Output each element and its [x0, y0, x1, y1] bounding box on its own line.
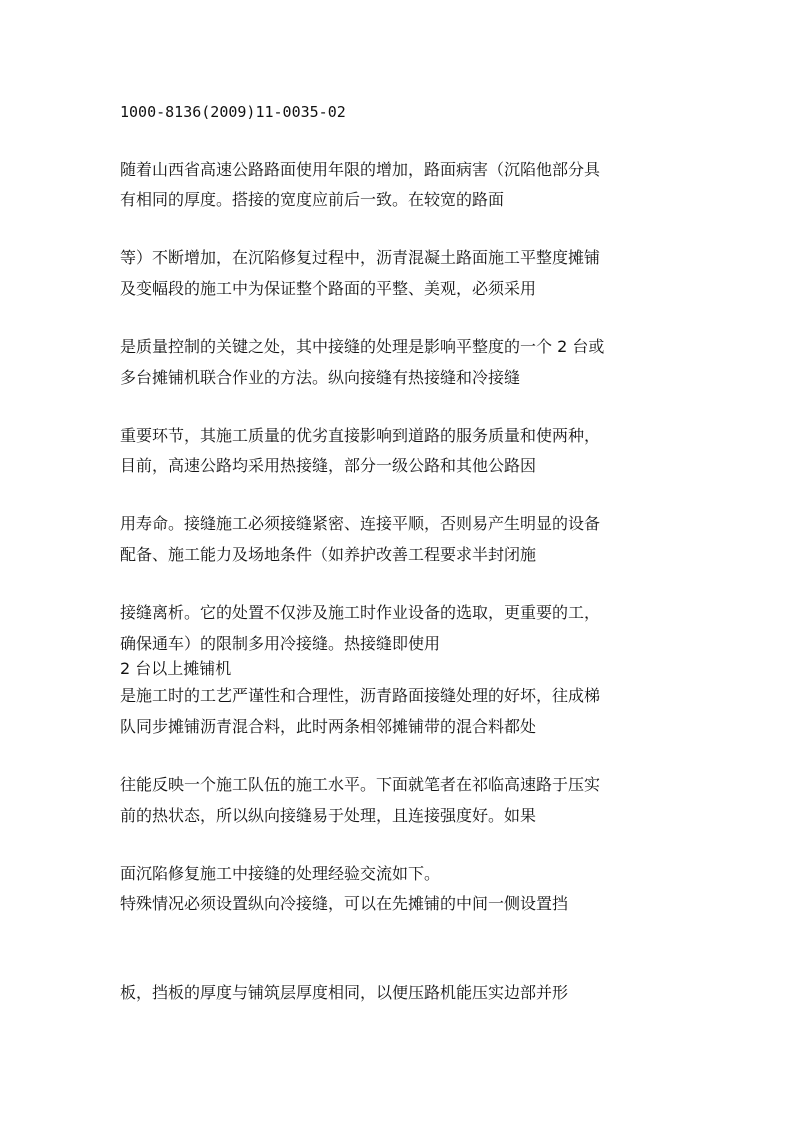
- text-line: 板，挡板的厚度与铺筑层厚度相同，以便压路机能压实边部并形: [120, 983, 569, 1002]
- reference-code: 1000-8136(2009)11-0035-02: [120, 103, 346, 121]
- text-line: 用寿命。接缝施工必须接缝紧密、连接平顺，否则易产生明显的设备: [120, 514, 601, 533]
- text-line: 等）不断增加，在沉陷修复过程中，沥青混凝土路面施工平整度摊铺: [120, 248, 601, 267]
- text-line: 重要环节，其施工质量的优劣直接影响到道路的服务质量和使两种，: [120, 426, 601, 445]
- text-line: 及变幅段的施工中为保证整个路面的平整、美观，必须采用: [120, 279, 537, 298]
- text-line: 队同步摊铺沥青混合料，此时两条相邻摊铺带的混合料都处: [120, 717, 537, 736]
- text-line: 2 台以上摊铺机: [120, 659, 232, 678]
- text-line: 随着山西省高速公路路面使用年限的增加，路面病害（沉陷他部分具: [120, 160, 601, 179]
- text-line: 往能反映一个施工队伍的施工水平。下面就笔者在祁临高速路于压实: [120, 775, 601, 794]
- text-line: 接缝离析。它的处置不仅涉及施工时作业设备的选取，更重要的工，: [120, 603, 601, 622]
- text-line: 配备、施工能力及场地条件（如养护改善工程要求半封闭施: [120, 545, 537, 564]
- text-line: 多台摊铺机联合作业的方法。纵向接缝有热接缝和冷接缝: [120, 368, 521, 387]
- text-line: 确保通车）的限制多用冷接缝。热接缝即使用: [120, 634, 441, 653]
- text-line: 面沉陷修复施工中接缝的处理经验交流如下。: [120, 864, 441, 883]
- text-line: 是施工时的工艺严谨性和合理性，沥青路面接缝处理的好坏，往成梯: [120, 686, 601, 705]
- text-line: 有相同的厚度。搭接的宽度应前后一致。在较宽的路面: [120, 190, 505, 209]
- text-line: 特殊情况必须设置纵向冷接缝，可以在先摊铺的中间一侧设置挡: [120, 894, 569, 913]
- text-line: 目前，高速公路均采用热接缝，部分一级公路和其他公路因: [120, 456, 537, 475]
- text-line: 前的热状态，所以纵向接缝易于处理，且连接强度好。如果: [120, 806, 537, 825]
- text-line: 是质量控制的关键之处，其中接缝的处理是影响平整度的一个 2 台或: [120, 337, 605, 356]
